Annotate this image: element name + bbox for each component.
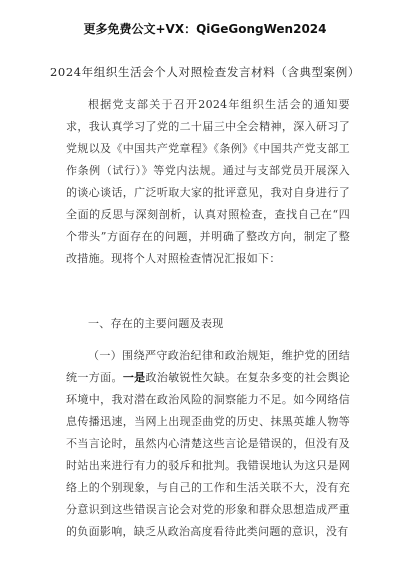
intro-paragraph: 根据党支部关于召开2024年组织生活会的通知要求，我认真学习了党的二十届三中全会精神，深入研习了党规以及《中国共产党章程》《条例》《中国共产党支部工作条例（试行）》等党内法规。通过与支部党员开展深入的谈心谈话，广泛听取大家的批评意见，我对自身进行了全面的反思与深刻剖析，认真对照检查，查找自己在“四个带头”方面存在的问题，并明确了整改方向，制定了整改措施。现将个人对照检查情况汇报如下： [66, 98, 350, 265]
watermark-header: 更多免费公文+VX：QiGeGongWen2024 [83, 22, 327, 36]
document-title: 2024年组织生活会个人对照检查发言材料（含典型案例） [50, 65, 360, 79]
subsection-bold-label: 一是 [122, 371, 146, 384]
section-heading: 一、存在的主要问题及表现 [88, 317, 224, 330]
subsection-paragraph [66, 345, 350, 543]
subsection-lead: （一）围绕严守政治纪律和政治规矩，维护党的团结统一方面。 [66, 349, 350, 384]
subsection-text: 政治敏锐性欠缺。在复杂多变的社会舆论环境中，我对潜在政治风险的洞察能力不足。如今网络信息传播迅速，当网上出现歪曲党的历史、抹黑英雄人物等不当言论时，虽然内心清楚这些言论是错误的，但没有及时站出来进行有力的驳斥和批判。我错误地认为这只是网络上的个别现象，与自己的工作和生活关联不大，没有充分意识到这些错误言论会对党的形象和群众思想造成严重的负面影响，缺乏从政治高度看待此类问题的意识，没有 [66, 371, 350, 538]
